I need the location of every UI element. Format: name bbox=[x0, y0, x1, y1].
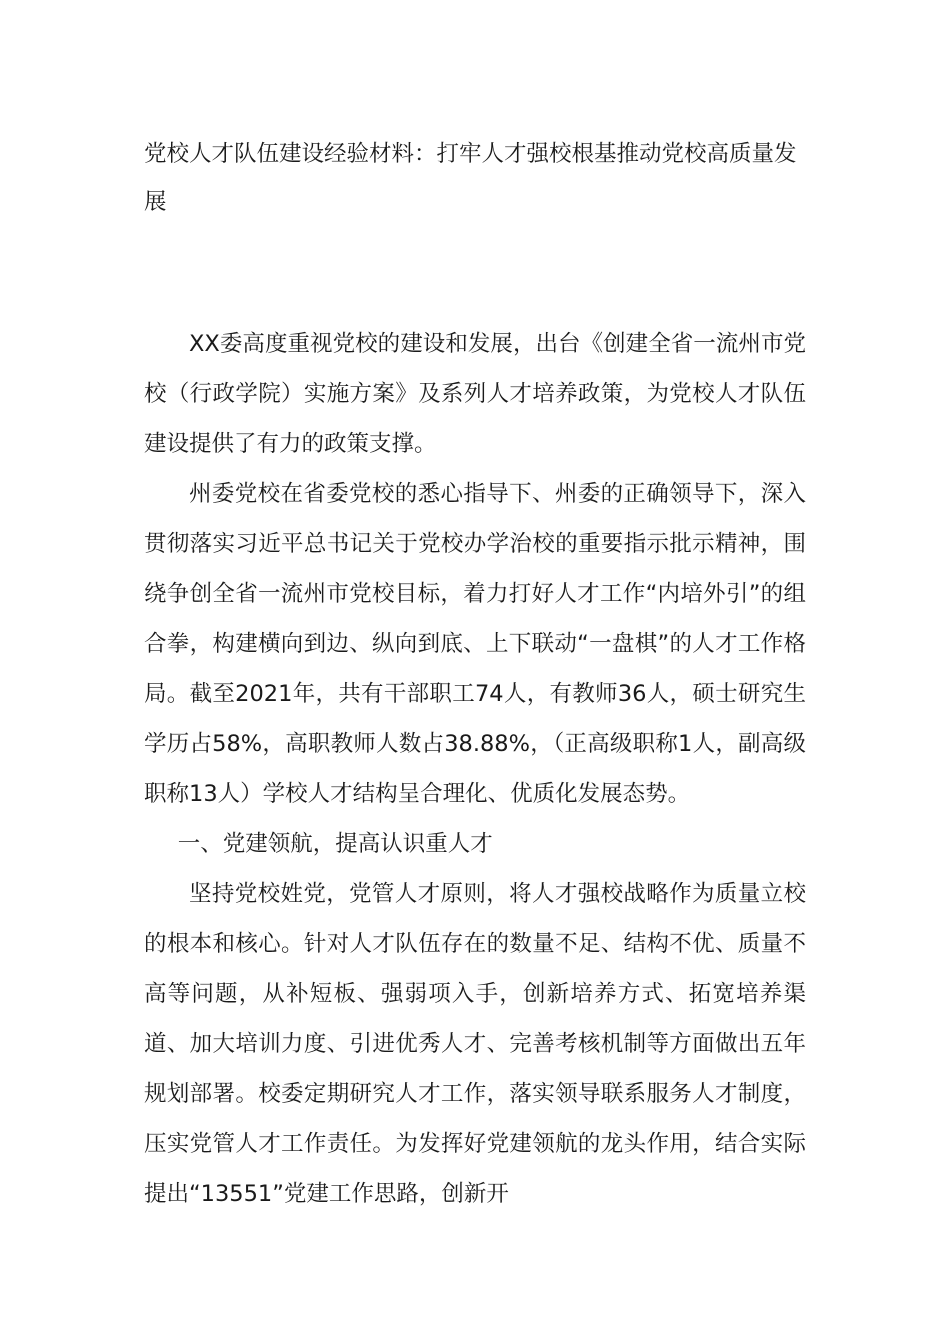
overview-paragraph: 州委党校在省委党校的悉心指导下、州委的正确领导下，深入贯彻落实习近平总书记关于党校办学治校的重要指示批示精神，围绕争创全省一流州市党校目标，着力打好人才工作“内培外引”的组合拳，构建横向到边、纵向到底、上下联动“一盘棋”的人才工作格局。截至2021年，共有干部职工74人，有教师36人，硕士研究生学历占58%，高职教师人数占38.88%，（正高级职称1人，副高级职称13人）学校人才结构呈合理化、优质化发展态势。 bbox=[144, 481, 806, 807]
section-heading: 一、党建领航，提高认识重人才 bbox=[177, 831, 493, 857]
document-title: 党校人才队伍建设经验材料：打牢人才强校根基推动党校高质量发展 bbox=[144, 141, 797, 215]
section-paragraph: 坚持党校姓党，党管人才原则，将人才强校战略作为质量立校的根本和核心。针对人才队伍存在的数量不足、结构不优、质量不高等问题，从补短板、强弱项入手，创新培养方式、拓宽培养渠道、加大培训力度、引进优秀人才、完善考核机制等方面做出五年规划部署。校委定期研究人才工作，落实领导联系服务人才制度，压实党管人才工作责任。为发挥好党建领航的龙头作用，结合实际提出“13551”党建工作思路，创新开 bbox=[144, 881, 806, 1207]
document-body bbox=[144, 130, 806, 1219]
intro-paragraph: XX委高度重视党校的建设和发展，出台《创建全省一流州市党校（行政学院）实施方案》及系列人才培养政策，为党校人才队伍建设提供了有力的政策支撑。 bbox=[144, 331, 806, 457]
